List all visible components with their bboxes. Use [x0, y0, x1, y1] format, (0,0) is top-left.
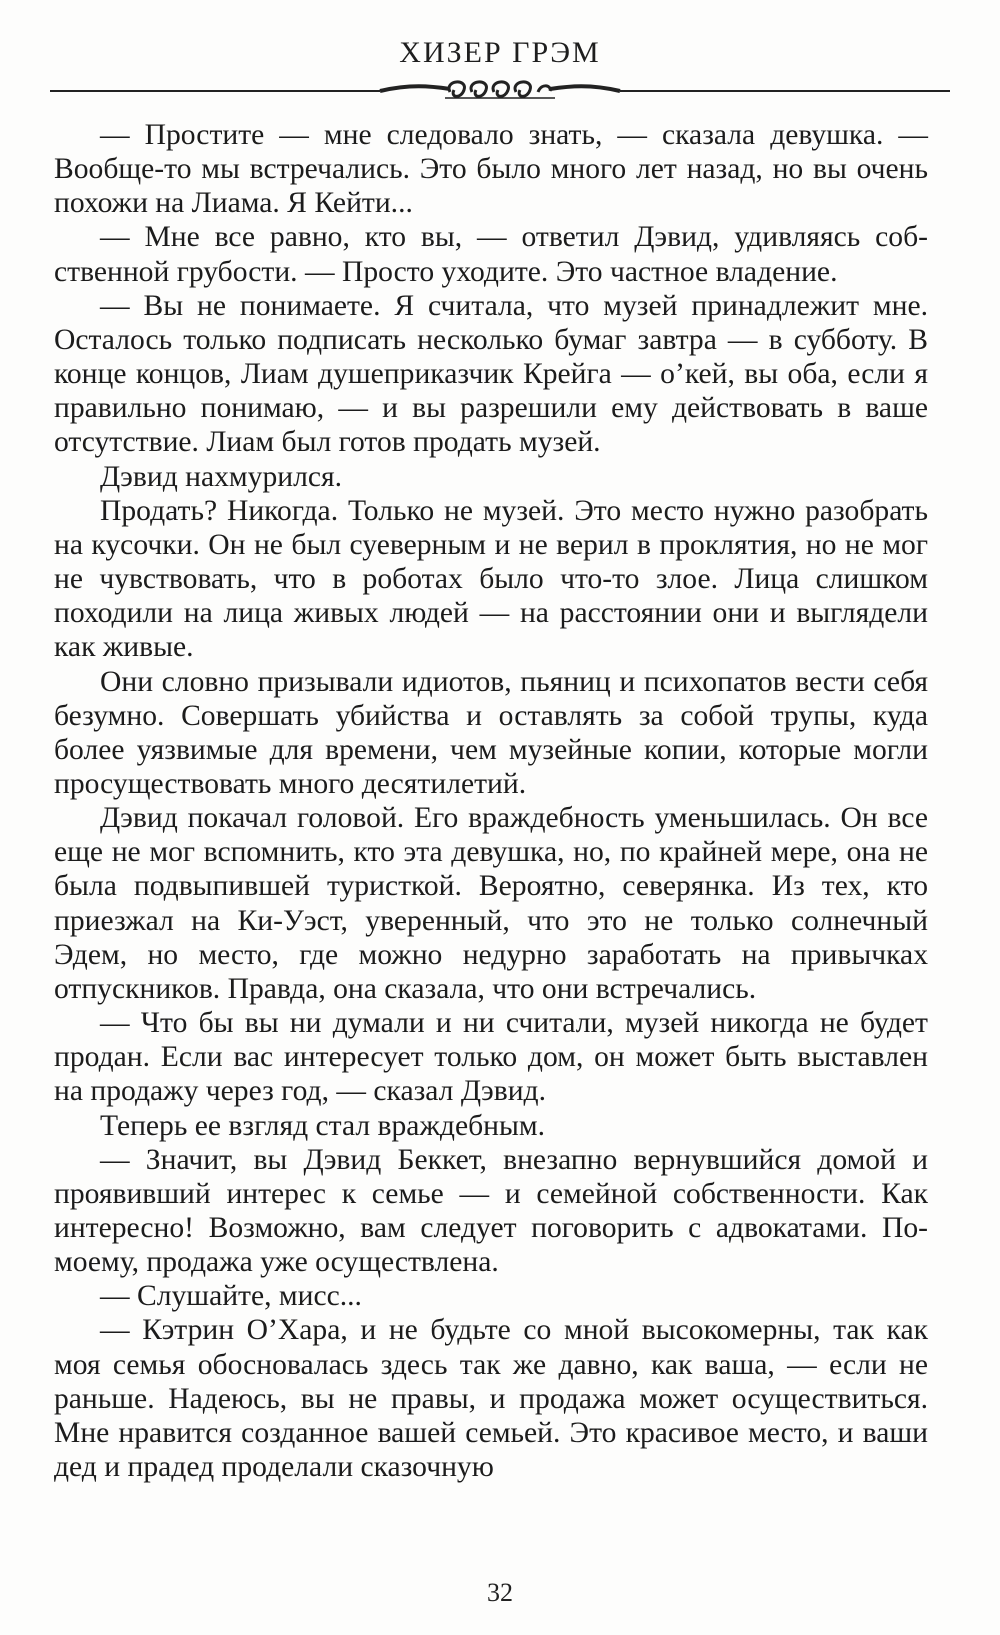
paragraph: — Вы не понимаете. Я считала, что музей принадлежит мне. Осталось только подписать несколько бумаг завтра — в субботу. В конце концов, Лиам душеприказчик Крейга — о’кей, вы оба, если я правильно понимаю, — и вы разрешили ему действовать в ваше отсутствие. Лиам был готов продать музей. — [54, 289, 928, 459]
paragraph: — Слушайте, мисс... — [100, 1280, 362, 1313]
paragraph: Продать? Никогда. Только не музей. Это место нужно разобрать на кусочки. Он не был суеверным и не верил в проклятия, но не мог не чувствовать, что в роботах было что-то злое. Лица слишком походили на лица живых людей — на расстоянии они и выглядели как живые. — [54, 494, 928, 664]
body-text — [54, 118, 928, 1484]
flourish-ornament-icon — [50, 74, 950, 108]
paragraph: — Мне все равно, кто вы, — ответил Дэвид, удивляясь собственной грубости. — Просто уходите. Это частное владение. — [54, 221, 928, 288]
paragraph: — Значит, вы Дэвид Беккет, внезапно вернувшийся домой и проявивший интерес к семье — и семейной собственности. Как интересно! Возможно, вам следует поговорить с адвокатами. По-моему, продажа уже осуществлена. — [54, 1143, 928, 1279]
page-number: 32 — [487, 1578, 513, 1607]
running-title: ХИЗЕР ГРЭМ — [399, 36, 601, 69]
paragraph: — Простите — мне следовало знать, — сказала девушка. — Вообще-то мы встречались. Это было много лет назад, но вы очень похожи на Лиама. Я Кейти... — [54, 119, 928, 220]
paragraph: Теперь ее взгляд стал враждебным. — [100, 1109, 545, 1142]
paragraph: Дэвид нахмурился. — [100, 460, 342, 493]
paragraph: — Кэтрин О’Хара, и не будьте со мной высокомерны, так как моя семья обосновалась здесь так же давно, как ваша, — если не раньше. Надеюсь, вы не правы, и продажа может осуществиться. Мне нравится созданное вашей семьей. Это красивое место, и ваши дед и прадед проделали сказочную — [54, 1314, 928, 1484]
paragraph: Они словно призывали идиотов, пьяниц и психопатов вести себя безумно. Совершать убийства и оставлять за собой трупы, куда более уязвимые для времени, чем музейные копии, которые могли просуществовать много десятилетий. — [54, 665, 928, 800]
paragraph: Дэвид покачал головой. Его враждебность уменьшилась. Он все еще не мог вспомнить, кто эта девушка, но, по крайней мере, она не была подвыпившей туристкой. Вероятно, северянка. Из тех, кто приезжал на Ки-Уэст, уверенный, что это не только солнечный Эдем, но место, где можно недурно заработать на привычках отпускников. Правда, она сказала, что они встречались. — [54, 802, 928, 1005]
paragraph: — Что бы вы ни думали и ни считали, музей никогда не будет продан. Если вас интересует только дом, он может быть выставлен на продажу через год, — сказал Дэвид. — [54, 1007, 928, 1108]
